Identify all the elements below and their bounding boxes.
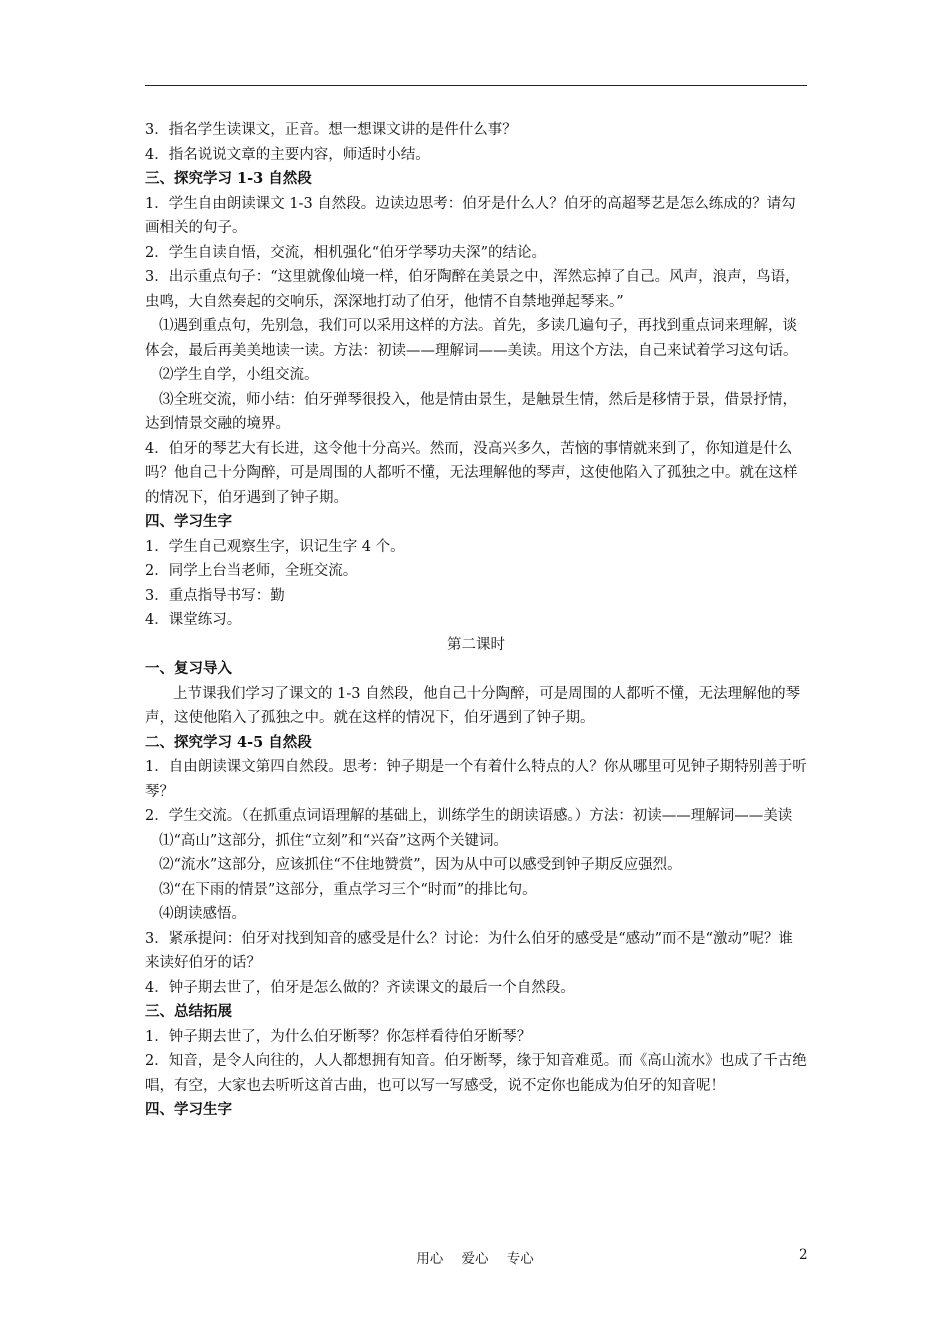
section-heading: 四、学习生字 (145, 513, 232, 530)
paragraph: 1．学生自由朗读课文 1-3 自然段。边读边思考：伯牙是什么人？伯牙的高超琴艺是怎么练成的？请勾画相关的句子。 (145, 195, 796, 236)
section-heading: 三、总结拓展 (145, 1003, 232, 1020)
paragraph: ⑴遇到重点句，先别急，我们可以采用这样的方法。首先，多读几遍句子，再找到重点词来理解，谈体会，最后再美美地读一读。方法：初读——理解词——美读。用这个方法，自己来试着学习这句话。 (145, 318, 798, 359)
paragraph: 上节课我们学习了课文的 1-3 自然段，他自己十分陶醉，可是周围的人都听不懂，无法理解他的琴声，这使他陷入了孤独之中。就在这样的情况下，伯牙遇到了钟子期。 (145, 685, 801, 726)
paragraph: 2．同学上台当老师，全班交流。 (145, 563, 358, 579)
paragraph: 4．钟子期去世了，伯牙是怎么做的？齐读课文的最后一个自然段。 (145, 979, 575, 996)
lesson-title: 第二课时 (447, 636, 505, 653)
section-heading: 二、探究学习 4-5 自然段 (145, 733, 312, 751)
paragraph: 4．课堂练习。 (145, 612, 242, 628)
paragraph: 1．自由朗读课文第四自然段。思考：钟子期是一个有着什么特点的人？你从哪里可见钟子期特别善于听琴？ (145, 759, 807, 800)
paragraph: ⑶“在下雨的情景”这部分，重点学习三个“时而”的排比句。 (159, 881, 537, 898)
paragraph: 2．学生自读自悟，交流，相机强化“伯牙学琴功夫深”的结论。 (145, 244, 547, 261)
paragraph: 4．指名说说文章的主要内容，师适时小结。 (145, 146, 430, 163)
paragraph: ⑵“流水”这部分，应该抓住“不住地赞赏”，因为从中可以感受到钟子期反应强烈。 (159, 857, 682, 873)
paragraph: ⑶全班交流，师小结：伯牙弹琴很投入，他是情由景生，是触景生情，然后是移情于景，借景抒情，达到情景交融的境界。 (145, 391, 797, 432)
paragraph: 2．知音，是令人向往的，人人都想拥有知音。伯牙断琴，缘于知音难觅。而《高山流水》也成了千古绝唱，有空，大家也去听听这首古曲，也可以写一写感受，说不定你也能成为伯牙的知音呢！ (145, 1053, 807, 1094)
footer-slogan: 用心 爱心 专心 (416, 1251, 534, 1267)
paragraph: 3．指名学生读课文，正音。想一想课文讲的是件什么事？ (145, 122, 517, 138)
section-heading: 四、学习生字 (145, 1101, 232, 1118)
paragraph: 1．学生自己观察生字，识记生字 4 个。 (145, 538, 405, 555)
section-heading: 一、复习导入 (145, 660, 232, 677)
header-rule (145, 85, 807, 86)
section-heading: 三、探究学习 1-3 自然段 (145, 170, 312, 187)
paragraph: 3．出示重点句子：“这里就像仙境一样，伯牙陶醉在美景之中，浑然忘掉了自己。风声，浪声，鸟语，虫鸣，大自然奏起的交响乐，深深地打动了伯牙，他情不自禁地弹起琴来。” (145, 269, 800, 310)
paragraph: 1．钟子期去世了，为什么伯牙断琴？你怎样看待伯牙断琴？ (145, 1028, 532, 1045)
paragraph: ⑷朗读感悟。 (159, 906, 246, 922)
document-body (145, 118, 807, 1123)
paragraph: 4．伯牙的琴艺大有长进，这令他十分高兴。然而，没高兴多久，苦恼的事情就来到了，你知道是什么吗？他自己十分陶醉，可是周围的人都听不懂，无法理解他的琴声，这使他陷入了孤独之中。就在这样的情况下，伯牙遇到了钟子期。 (145, 440, 798, 506)
paragraph: 2．学生交流。（在抓重点词语理解的基础上，训练学生的朗读语感。）方法：初读——理解词——美读 (145, 808, 793, 824)
paragraph: 3．紧承提问：伯牙对找到知音的感受是什么？讨论：为什么伯牙的感受是“感动”而不是“激动”呢？谁来读好伯牙的话？ (145, 930, 793, 971)
paragraph: ⑵学生自学，小组交流。 (159, 367, 319, 383)
page-number: 2 (799, 1247, 808, 1263)
paragraph: ⑴“高山”这部分，抓住“立刻”和“兴奋”这两个关键词。 (159, 832, 508, 849)
paragraph: 3．重点指导书写：勤 (145, 587, 285, 604)
